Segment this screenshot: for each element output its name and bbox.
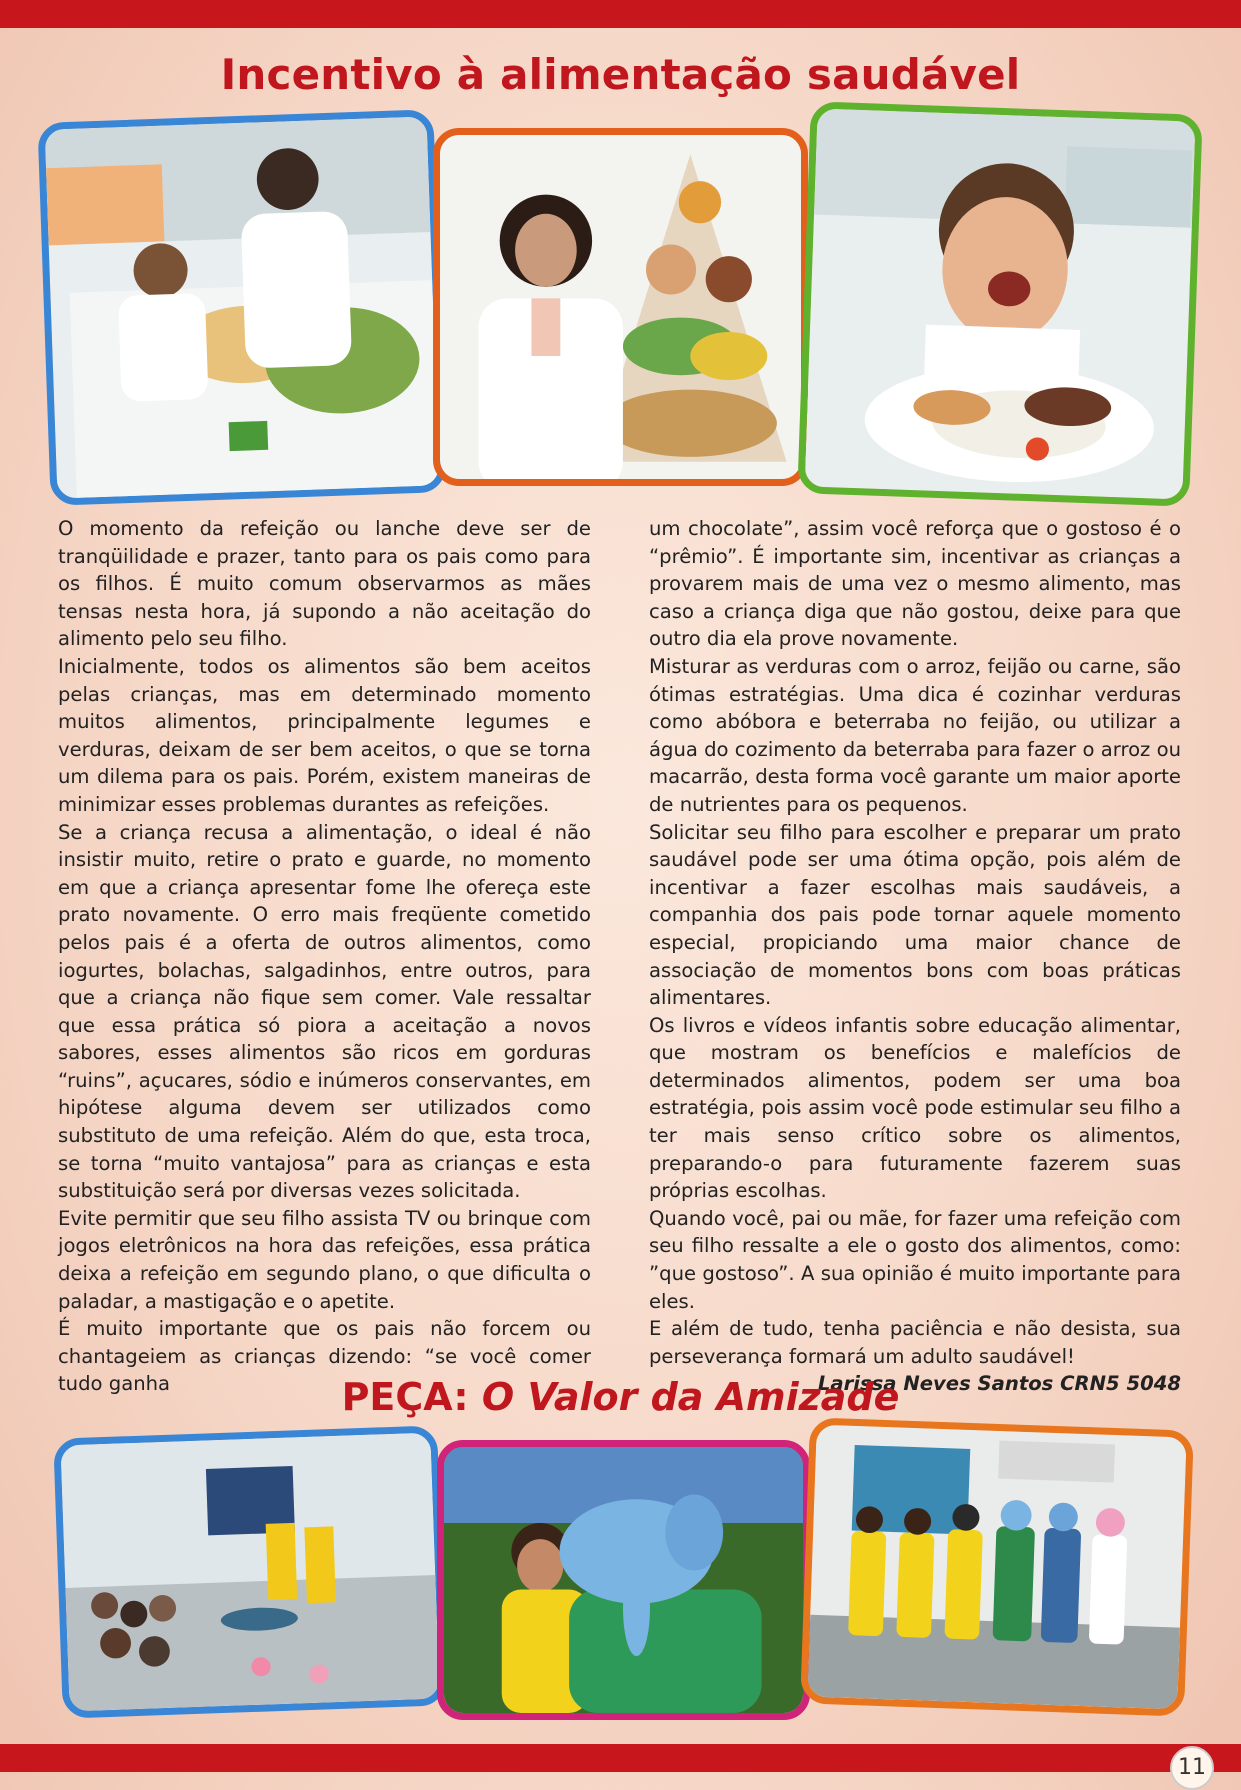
page-number: 11 xyxy=(1170,1746,1214,1790)
photo-play-elephant-icon xyxy=(437,1440,810,1720)
play-title-name: O Valor da Amizade xyxy=(481,1375,900,1419)
paragraph: É muito importante que os pais não forcem ou chantageiem as crianças dizendo: “se você comer tudo ganha xyxy=(58,1317,591,1396)
paragraph: Se a criança recusa a alimentação, o ideal é não insistir muito, retire o prato e guarde, no momento em que a criança apresentar fome lhe ofereça este prato novamente. O erro mais freqüente cometido pelos pais é a oferta de outros alimentos, como iogurtes, bolachas, salgadinhos, entre outros, para que a criança não fique sem comer. Vale ressaltar que essa prática só piora a aceitação a novos sabores, esses alimentos são ricos em gorduras “ruins”, açucares, sódio e inúmeros conservantes, em hipótese alguma devem ser utilizados como substituto de uma refeição. Além do que, esta troca, se torna “muito vantajosa” para as crianças e esta substituição será por diversas vezes solicitada. xyxy=(58,820,591,1203)
photo-nutritionist-with-child-icon xyxy=(37,109,446,506)
paragraph: E além de tudo, tenha paciência e não desista, sua perseverança formará um adulto saudável! xyxy=(649,1317,1181,1368)
top-red-bar xyxy=(0,0,1241,28)
paragraph: Inicialmente, todos os alimentos são bem aceitos pelas crianças, mas em determinado momento muitos alimentos, principalmente legumes e verduras, deixam de ser bem aceitos, o que se torna um dilema para os pais. Porém, existem maneiras de minimizar esses problemas durantes as refeições. xyxy=(58,654,591,816)
play-title xyxy=(0,1375,1241,1419)
photo-boy-eating-icon xyxy=(797,101,1202,506)
author-signature: Larissa Neves Santos CRN5 5048 xyxy=(817,1372,1181,1396)
photo-play-cast-icon xyxy=(800,1417,1194,1716)
photo-play-audience-icon xyxy=(53,1425,447,1718)
paragraph: Os livros e vídeos infantis sobre educação alimentar, que mostram os benefícios e malefícios de determinados alimentos, podem ser uma boa estratégia, pois assim você pode estimular seu filho a ter mais senso crítico sobre os alimentos, preparando-o para futuramente fazerem suas próprias escolhas. xyxy=(649,1013,1181,1203)
bottom-red-bar xyxy=(0,1744,1241,1772)
paragraph: um chocolate”, assim você reforça que o gostoso é o “prêmio”. É importante sim, incentivar as crianças a provarem mais de uma vez o mesmo alimento, mas caso a criança diga que não gostou, deixe para que outro dia ela prove novamente. xyxy=(649,517,1181,651)
paragraph: Solicitar seu filho para escolher e preparar um prato saudável pode ser uma ótima opção, pois além de incentivar a fazer escolhas mais saudáveis, a companhia dos pais pode tornar aquele momento especial, propiciando uma maior chance de associação de momentos bons com boas práticas alimentares. xyxy=(649,820,1181,1010)
paragraph: Quando você, pai ou mãe, for fazer uma refeição com seu filho ressalte a ele o gosto dos alimentos, como: ”que gostoso”. A sua opinião é muito importante para eles. xyxy=(649,1206,1181,1313)
article-title: Incentivo à alimentação saudável xyxy=(220,50,1021,99)
play-title-prefix: PEÇA: xyxy=(341,1375,469,1419)
paragraph: Misturar as verduras com o arroz, feijão ou carne, são ótimas estratégias. Uma dica é cozinhar verduras como abóbora e beterraba no feijão, ou utilizar a água do cozimento da beterraba para fazer o arroz ou macarrão, desta forma você garante um maior aporte de nutrientes para os pequenos. xyxy=(649,654,1181,816)
article-column-2 xyxy=(649,515,1181,1398)
article-column-1 xyxy=(58,515,591,1398)
paragraph: O momento da refeição ou lanche deve ser de tranqüilidade e prazer, tanto para os pais como para os filhos. É muito comum observarmos as mães tensas nesta hora, já supondo a não aceitação do alimento pelo seu filho. xyxy=(58,517,591,651)
photo-nutritionist-food-pyramid-icon xyxy=(433,128,808,486)
paragraph: Evite permitir que seu filho assista TV ou brinque com jogos eletrônicos na hora das refeições, essa prática deixa a refeição em segundo plano, o que dificulta o paladar, a mastigação e o apetite. xyxy=(58,1206,591,1313)
